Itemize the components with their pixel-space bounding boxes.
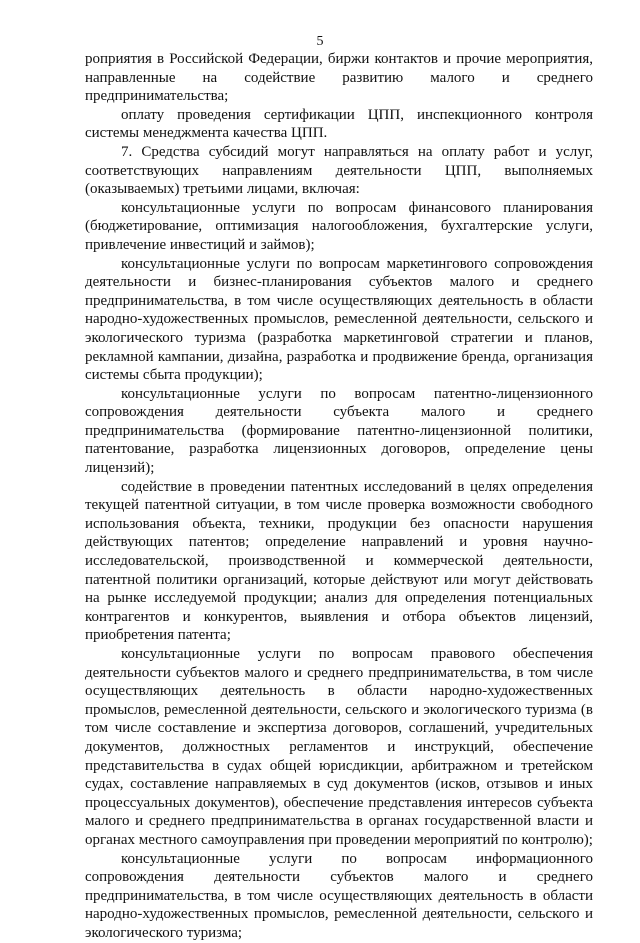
paragraph-marketing: консультационные услуги по вопросам маркетингового сопровождения деятельности и бизнес-планирования субъектов малого и среднего предпринимательства, в том числе осуществляющих деятельность в области народно-художественных промыслов, ремесленной деятельности, сельского и экологического туризма (разработка маркетинговой стратегии и планов, рекламной кампании, дизайна, разработка и продвижение бренда, организация системы сбыта продукции);	[85, 255, 593, 384]
paragraph-item-7: 7. Средства субсидий могут направляться на оплату работ и услуг, соответствующих направлениям деятельности ЦПП, выполняемых (оказываемых) третьими лицами, включая:	[85, 143, 593, 198]
paragraph-financial-planning: консультационные услуги по вопросам финансового планирования (бюджетирование, оптимизация налогообложения, бухгалтерские услуги, привлечение инвестиций и займов);	[85, 199, 593, 253]
paragraph-certification: оплату проведения сертификации ЦПП, инспекционного контроля системы менеджмента качества ЦПП.	[85, 106, 593, 142]
document-body	[85, 50, 593, 943]
page-number: 5	[316, 34, 324, 49]
paragraph-patent-research: содействие в проведении патентных исследований в целях определения текущей патентной ситуации, в том числе проверка возможности свободного использования объекта, техники, продукции без опасности нарушения действующих патентов; определение направлений и уровня научно-исследовательской, производственной и коммерческой деятельности, патентной политики организаций, которые действуют или могут действовать на рынке исследуемой продукции; анализ для определения потенциальных контрагентов и конкурентов, выявления и отбора объектов лицензий, приобретения патента;	[85, 478, 593, 644]
paragraph-patent-licensing: консультационные услуги по вопросам патентно-лицензионного сопровождения деятельности субъекта малого и среднего предпринимательства (формирование патентно-лицензионной политики, патентование, разработка лицензионных договоров, определение цены лицензий);	[85, 385, 593, 477]
paragraph-information-support: консультационные услуги по вопросам информационного сопровождения деятельности субъектов малого и среднего предпринимательства, в том числе осуществляющих деятельность в области народно-художественных промыслов, ремесленной деятельности, сельского и экологического туризма;	[85, 850, 593, 941]
paragraph-continuation: роприятия в Российской Федерации, биржи контактов и прочие мероприятия, направленные на содействие развитию малого и среднего предпринимательства;	[85, 51, 593, 105]
paragraph-legal-support: консультационные услуги по вопросам правового обеспечения деятельности субъектов малого и среднего предпринимательства, в том числе осуществляющих деятельность в области народно-художественных промыслов, ремесленной деятельности, сельского и экологического туризма (в том числе составление и экспертиза договоров, соглашений, учредительных документов, должностных регламентов и инструкций, обеспечение представительства в судах общей юрисдикции, арбитражном и третейском судах, составление направляемых в суд документов (исков, отзывов и иных процессуальных документов), обеспечение представления интересов субъекта малого и среднего предпринимательства в органах государственной власти и органах местного самоуправления при проведении мероприятий по контролю);	[85, 646, 593, 848]
